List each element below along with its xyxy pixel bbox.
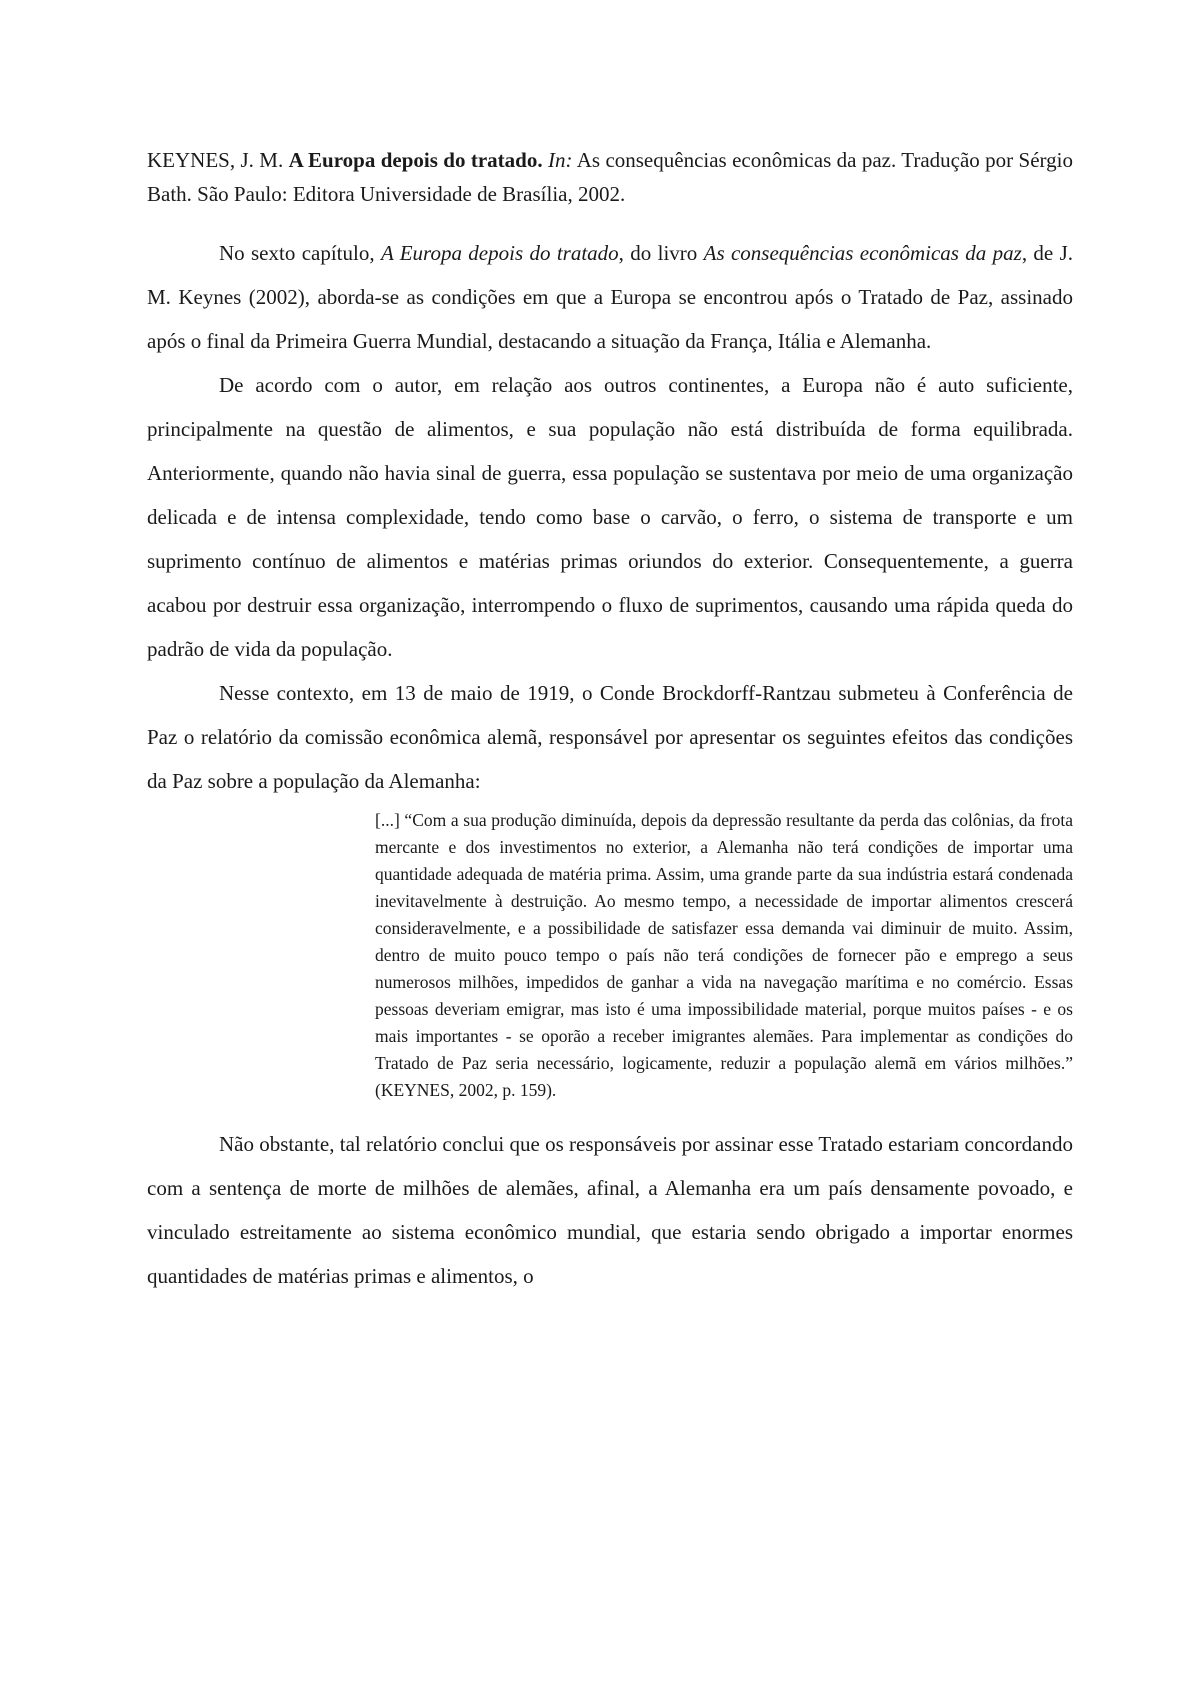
paragraph-text: , de J. M. Keynes (2002), aborda-se as condições em que a Europa se encontrou após o Tratado de Paz, assinado após o final da Primeira Guerra Mundial, destacando a situação da França, Itália e Alemanha. — [147, 241, 1074, 353]
reference-in-label: In: — [547, 148, 573, 172]
paragraph-europe-context: De acordo com o autor, em relação aos outros continentes, a Europa não é auto suficiente, principalmente na questão de alimentos, e sua população não está distribuída de forma equilibrada. Anteriormente, quando não havia sinal de guerra, essa população se sustentava por meio de uma organização delicada e de intensa complexidade, tendo como base o carvão, o ferro, o sistema de transporte e um suprimento contínuo de alimentos e matérias primas oriundos do exterior. Consequentemente, a guerra acabou por destruir essa organização, interrompendo o fluxo de suprimentos, causando uma rápida queda do padrão de vida da população. — [147, 373, 1073, 661]
book-title-italic: As consequências econômicas da paz — [703, 241, 1022, 265]
bibliographic-reference — [147, 143, 1073, 211]
paragraph-conclusion: Não obstante, tal relatório conclui que os responsáveis por assinar esse Tratado estariam concordando com a sentença de morte de milhões de alemães, afinal, a Alemanha era um país densamente povoado, e vinculado estreitamente ao sistema econômico mundial, que estaria sendo obrigado a importar enormes quantidades de matérias primas e alimentos, o — [147, 1132, 1073, 1288]
chapter-title-italic: A Europa depois do tratado — [380, 241, 619, 265]
document-page — [147, 143, 1073, 1298]
reference-author: KEYNES, J. M. — [147, 148, 289, 172]
paragraph-text: No sexto capítulo, — [219, 241, 381, 265]
reference-rest: As consequências econômicas da paz. Tradução por Sérgio Bath. São Paulo: Editora Universidade de Brasília, 2002. — [147, 148, 1074, 206]
paragraph-text: , do livro — [618, 241, 704, 265]
paragraph-introduction — [147, 231, 1073, 363]
paragraph-report-context: Nesse contexto, em 13 de maio de 1919, o Conde Brockdorff-Rantzau submeteu à Conferência de Paz o relatório da comissão econômica alemã, responsável por apresentar os seguintes efeitos das condições da Paz sobre a população da Alemanha: — [147, 681, 1073, 793]
reference-chapter-title: A Europa depois do tratado. — [288, 148, 543, 172]
block-quote: [...] “Com a sua produção diminuída, depois da depressão resultante da perda das colônias, da frota mercante e dos investimentos no exterior, a Alemanha não terá condições de importar uma quantidade adequada de matéria prima. Assim, uma grande parte da sua indústria estará condenada inevitavelmente à destruição. Ao mesmo tempo, a necessidade de importar alimentos crescerá consideravelmente, e a possibilidade de satisfazer essa demanda vai diminuir de muito. Assim, dentro de muito pouco tempo o país não terá condições de fornecer pão e emprego a seus numerosos milhões, impedidos de ganhar a vida na navegação marítima e no comércio. Essas pessoas deveriam emigrar, mas isto é uma impossibilidade material, porque muitos países - e os mais importantes - se oporão a receber imigrantes alemães. Para implementar as condições do Tratado de Paz seria necessário, logicamente, reduzir a população alemã em vários milhões.” (KEYNES, 2002, p. 159). — [375, 810, 1073, 1100]
